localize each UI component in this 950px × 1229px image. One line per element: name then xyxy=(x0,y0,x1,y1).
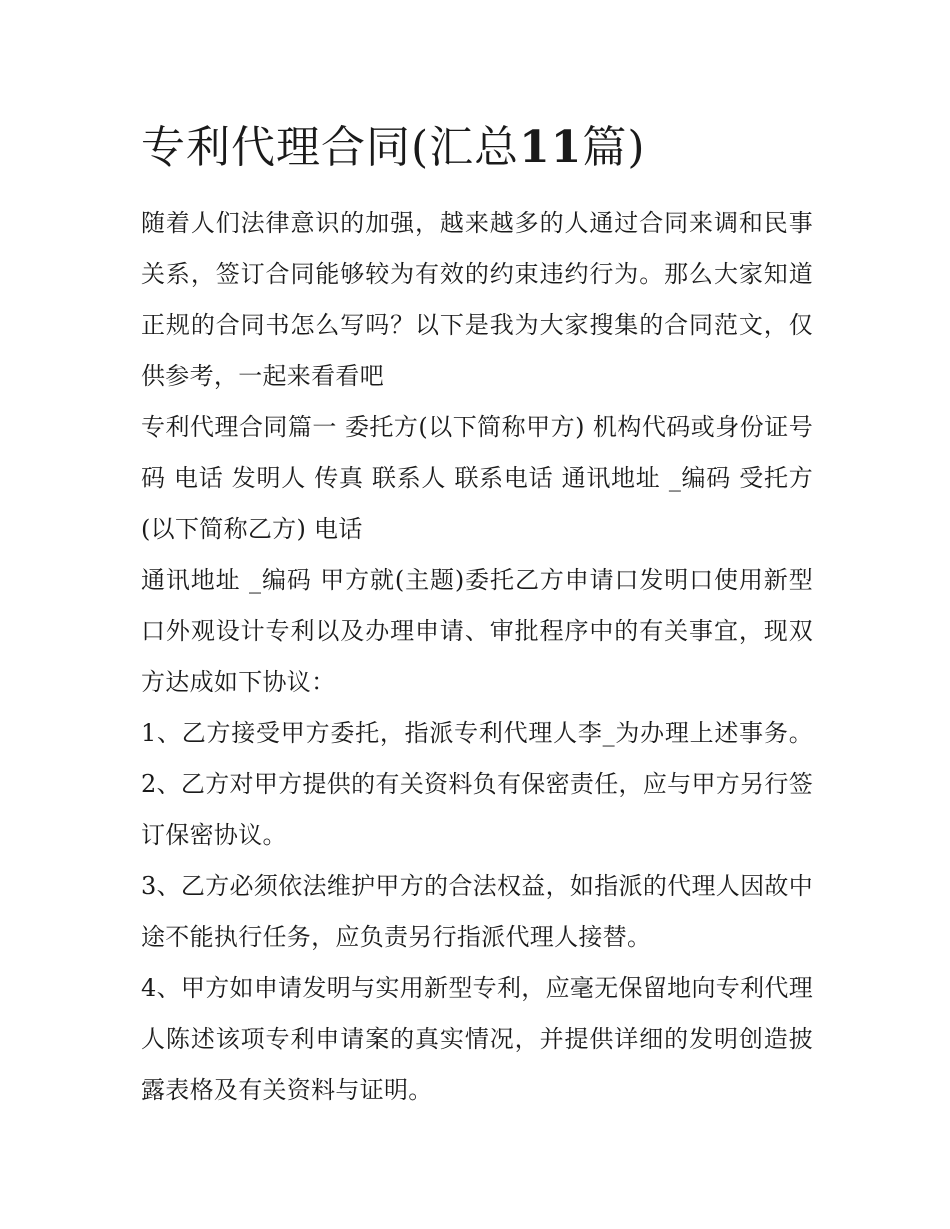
clause-3-paragraph: 3、乙方必须依法维护甲方的合法权益，如指派的代理人因故中途不能执行任务，应负责另行指派代理人接替。 xyxy=(141,872,813,951)
agreement-paragraph: 通讯地址 _编码 甲方就(主题)委托乙方申请口发明口使用新型口外观设计专利以及办理申请、审批程序中的有关事宜，现双方达成如下协议： xyxy=(141,566,813,696)
contract-parties-paragraph: 专利代理合同篇一 委托方(以下简称甲方) 机构代码或身份证号码 电话 发明人 传真 联系人 联系电话 通讯地址 _编码 受托方(以下简称乙方) 电话 xyxy=(141,413,813,543)
clause-1-2-paragraph: 1、乙方接受甲方委托，指派专利代理人李_为办理上述事务。 2、乙方对甲方提供的有关资料负有保密责任，应与甲方另行签订保密协议。 xyxy=(141,719,813,849)
title-suffix: 篇) xyxy=(582,122,646,173)
document-title xyxy=(141,112,813,184)
clause-4-paragraph: 4、甲方如申请发明与实用新型专利，应毫无保留地向专利代理人陈述该项专利申请案的真实情况，并提供详细的发明创造披露表格及有关资料与证明。 xyxy=(141,974,813,1104)
intro-paragraph: 随着人们法律意识的加强，越来越多的人通过合同来调和民事关系，签订合同能够较为有效的约束违约行为。那么大家知道正规的合同书怎么写吗？以下是我为大家搜集的合同范文，仅供参考，一起来看看吧 xyxy=(141,209,813,390)
title-prefix: 专利代理合同(汇总 xyxy=(141,122,520,173)
title-number: 11 xyxy=(519,122,583,173)
document-page xyxy=(141,112,813,1116)
